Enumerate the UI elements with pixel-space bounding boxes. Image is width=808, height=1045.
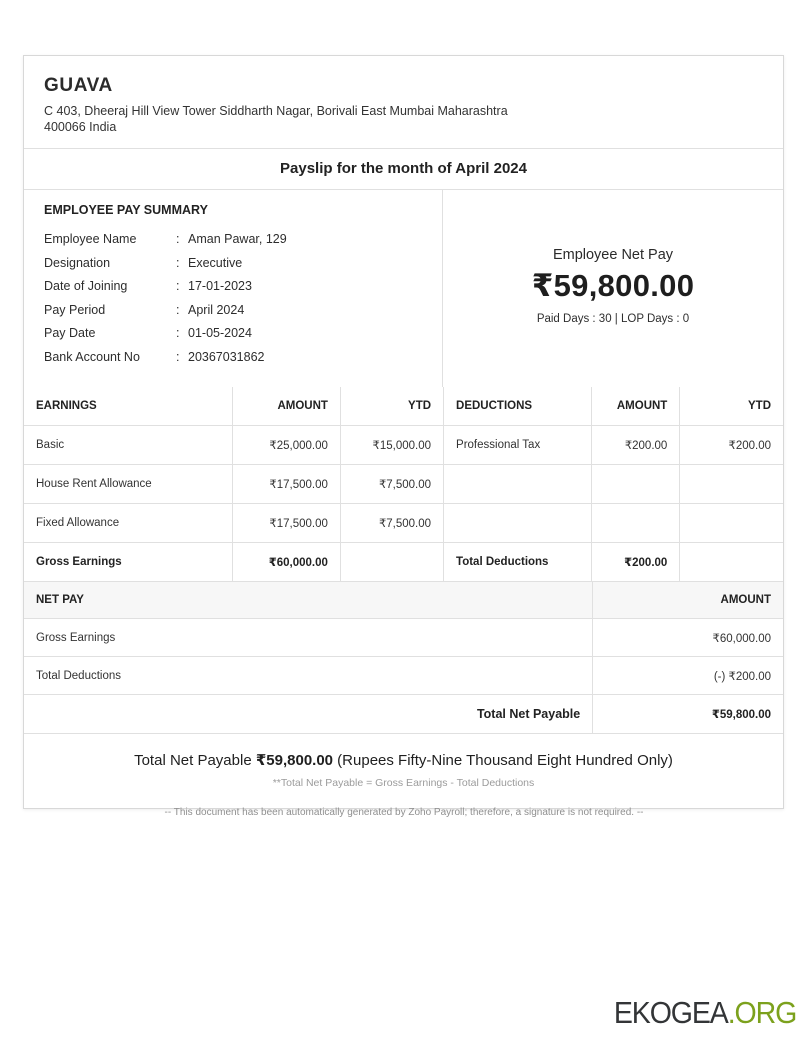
field-label: Pay Period [44,302,106,317]
net-pay-amount: ₹59,800.00 [531,267,695,303]
deduction-amount: ₹200.00 [592,425,680,464]
field-value: 01-05-2024 [188,326,252,340]
net-pay-row-label: Gross Earnings [24,619,593,657]
earning-amount: ₹17,500.00 [232,503,340,542]
field-label: Pay Date [44,326,96,340]
total-net-payable-amount: ₹59,800.00 [593,695,783,733]
net-pay-row-label: Total Deductions [24,657,593,695]
payslip-document [23,55,784,809]
table-row [24,503,783,542]
employee-pay-summary-title: EMPLOYEE PAY SUMMARY [44,203,208,217]
sentence-prefix: Total Net Payable [134,751,256,769]
company-name: GUAVA [44,75,113,96]
net-pay-row-amount: (-) ₹200.00 [593,657,783,695]
earning-ytd: ₹7,500.00 [340,503,443,542]
earning-ytd: ₹7,500.00 [340,464,443,503]
earning-name: Basic [24,425,232,464]
earning-ytd: ₹15,000.00 [340,425,443,464]
table-row [24,657,783,695]
deductions-ytd-header: YTD [680,387,783,425]
auto-generated-note: -- This document has been automatically generated by Zoho Payroll; therefore, a signature is not required. -- [164,807,644,818]
earnings-ytd-header: YTD [340,387,443,425]
summary-row-designation [44,256,424,271]
net-payable-formula-note: **Total Net Payable = Gross Earnings - Total Deductions [272,776,535,789]
deduction-name: Professional Tax [444,425,592,464]
summary-row-pay-period [44,303,424,318]
summary-section [24,189,783,387]
total-deductions-amount: ₹200.00 [592,542,680,581]
gross-earnings-label: Gross Earnings [24,542,232,581]
sentence-amount: ₹59,800.00 [255,751,334,769]
sentence-suffix: (Rupees Fifty-Nine Thousand Eight Hundred Only) [333,751,673,769]
net-pay-amount-header: AMOUNT [593,582,783,619]
deduction-amount [592,464,680,503]
gross-earnings-amount: ₹60,000.00 [232,542,340,581]
deduction-ytd [680,503,783,542]
net-pay-header: NET PAY [24,582,593,619]
table-totals-row [24,542,783,581]
gross-earnings-ytd [340,542,443,581]
field-colon: : [176,302,180,317]
net-pay-label: Employee Net Pay [552,246,674,263]
summary-row-pay-date [44,326,424,341]
field-colon: : [176,255,180,270]
summary-row-employee-name [44,232,424,247]
company-address [44,104,763,135]
deduction-name [444,464,592,503]
earnings-header: EARNINGS [24,387,232,425]
field-label: Employee Name [44,232,137,246]
field-value: Executive [188,255,243,270]
deduction-ytd: ₹200.00 [680,425,783,464]
summary-row-date-of-joining [44,279,424,294]
field-value: 17-01-2023 [188,279,252,293]
table-row [24,425,783,464]
company-address-line2: 400066 India [44,119,117,134]
field-label: Date of Joining [44,279,128,293]
earning-name: House Rent Allowance [24,464,232,503]
field-label: Bank Account No [44,349,140,364]
field-value: 20367031862 [188,349,265,364]
net-pay-row-amount: ₹60,000.00 [593,619,783,657]
net-pay-header-row [24,582,783,619]
deduction-name [444,503,592,542]
field-colon: : [176,232,180,246]
total-summary-box [24,733,783,808]
field-value: April 2024 [188,302,245,317]
field-label: Designation [44,255,111,270]
logo-text-green: .ORG [727,995,796,1030]
paid-days-info: Paid Days : 30 | LOP Days : 0 [536,312,690,325]
field-value: Aman Pawar, 129 [188,232,287,246]
earning-amount: ₹17,500.00 [232,464,340,503]
deduction-ytd [680,464,783,503]
logo-text-dark: EKOGEA [613,995,728,1030]
employee-pay-summary [24,190,443,387]
total-deductions-label: Total Deductions [444,542,592,581]
payslip-title: Payslip for the month of April 2024 [24,148,783,189]
earning-name: Fixed Allowance [24,503,232,542]
deductions-amount-header: AMOUNT [592,387,680,425]
field-colon: : [176,279,180,293]
ekogea-logo [614,995,796,1031]
earnings-deductions-table [24,387,783,581]
table-header-row [24,387,783,425]
total-net-payable-row [24,695,783,733]
field-colon: : [176,349,180,364]
earning-amount: ₹25,000.00 [232,425,340,464]
company-address-line1: C 403, Dheeraj Hill View Tower Siddharth Nagar, Borivali East Mumbai Maharashtra [44,104,508,118]
company-header [24,56,783,148]
total-net-payable-label: Total Net Payable [24,695,593,733]
net-pay-table [24,581,783,733]
summary-row-bank-account [44,350,424,365]
earnings-amount-header: AMOUNT [232,387,340,425]
table-row [24,619,783,657]
deduction-amount [592,503,680,542]
field-colon: : [176,326,180,340]
employee-net-pay-panel [443,190,783,387]
total-deductions-ytd [680,542,783,581]
total-net-payable-sentence [24,751,783,769]
deductions-header: DEDUCTIONS [444,387,592,425]
table-row [24,464,783,503]
